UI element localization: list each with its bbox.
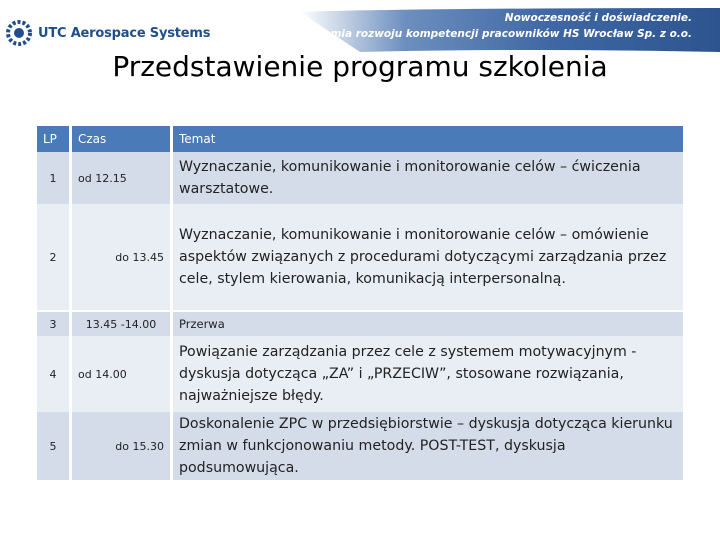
- row-czas: od 14.00: [69, 336, 170, 412]
- row-czas: od 12.15: [69, 152, 170, 204]
- table-row: [37, 204, 683, 312]
- row-temat: Wyznaczanie, komunikowanie i monitorowanie celów – ćwiczenia warsztatowe.: [170, 152, 683, 204]
- row-temat: Doskonalenie ZPC w przedsiębiorstwie – dyskusja dotycząca kierunku zmian w funkcjonowaniu metody. POST-TEST, dyskusja podsumowująca.: [170, 412, 683, 480]
- table-header-row: [37, 126, 683, 152]
- row-temat: Powiązanie zarządzania przez cele z systemem motywacyjnym - dyskusja dotycząca „ZA” i „PRZECIW”, stosowane rozwiązania, najważniejsze błędy.: [170, 336, 683, 412]
- company-logo: [6, 18, 210, 48]
- row-czas: do 15.30: [69, 412, 170, 480]
- row-lp: 1: [37, 152, 69, 204]
- table-row: [37, 412, 683, 480]
- row-lp: 3: [37, 312, 69, 336]
- utc-logo-icon: [6, 20, 32, 46]
- header-lp: LP: [37, 126, 69, 152]
- row-temat: Wyznaczanie, komunikowanie i monitorowanie celów – omówienie aspektów związanych z procedurami dotyczącymi zarządzania przez cele, stylem kierowania, komunikacją interpersonalną.: [170, 204, 683, 312]
- row-lp: 4: [37, 336, 69, 412]
- banner-text: [294, 10, 692, 42]
- banner-line-1: Nowoczesność i doświadczenie.: [504, 12, 692, 24]
- row-temat: Przerwa: [170, 312, 683, 336]
- header-czas: Czas: [69, 126, 170, 152]
- table-row: [37, 152, 683, 204]
- row-lp: 5: [37, 412, 69, 480]
- row-czas: 13.45 -14.00: [69, 312, 170, 336]
- row-czas: do 13.45: [69, 204, 170, 312]
- banner-line-2: Akademia rozwoju kompetencji pracowników HS Wrocław Sp. z o.o.: [293, 28, 692, 40]
- row-lp: 2: [37, 204, 69, 312]
- header-temat: Temat: [170, 126, 683, 152]
- logo-text: UTC Aerospace Systems: [38, 25, 211, 41]
- table-row: [37, 312, 683, 336]
- page-title: Przedstawienie programu szkolenia: [112, 50, 608, 83]
- table-row: [37, 336, 683, 412]
- program-table: [37, 126, 683, 480]
